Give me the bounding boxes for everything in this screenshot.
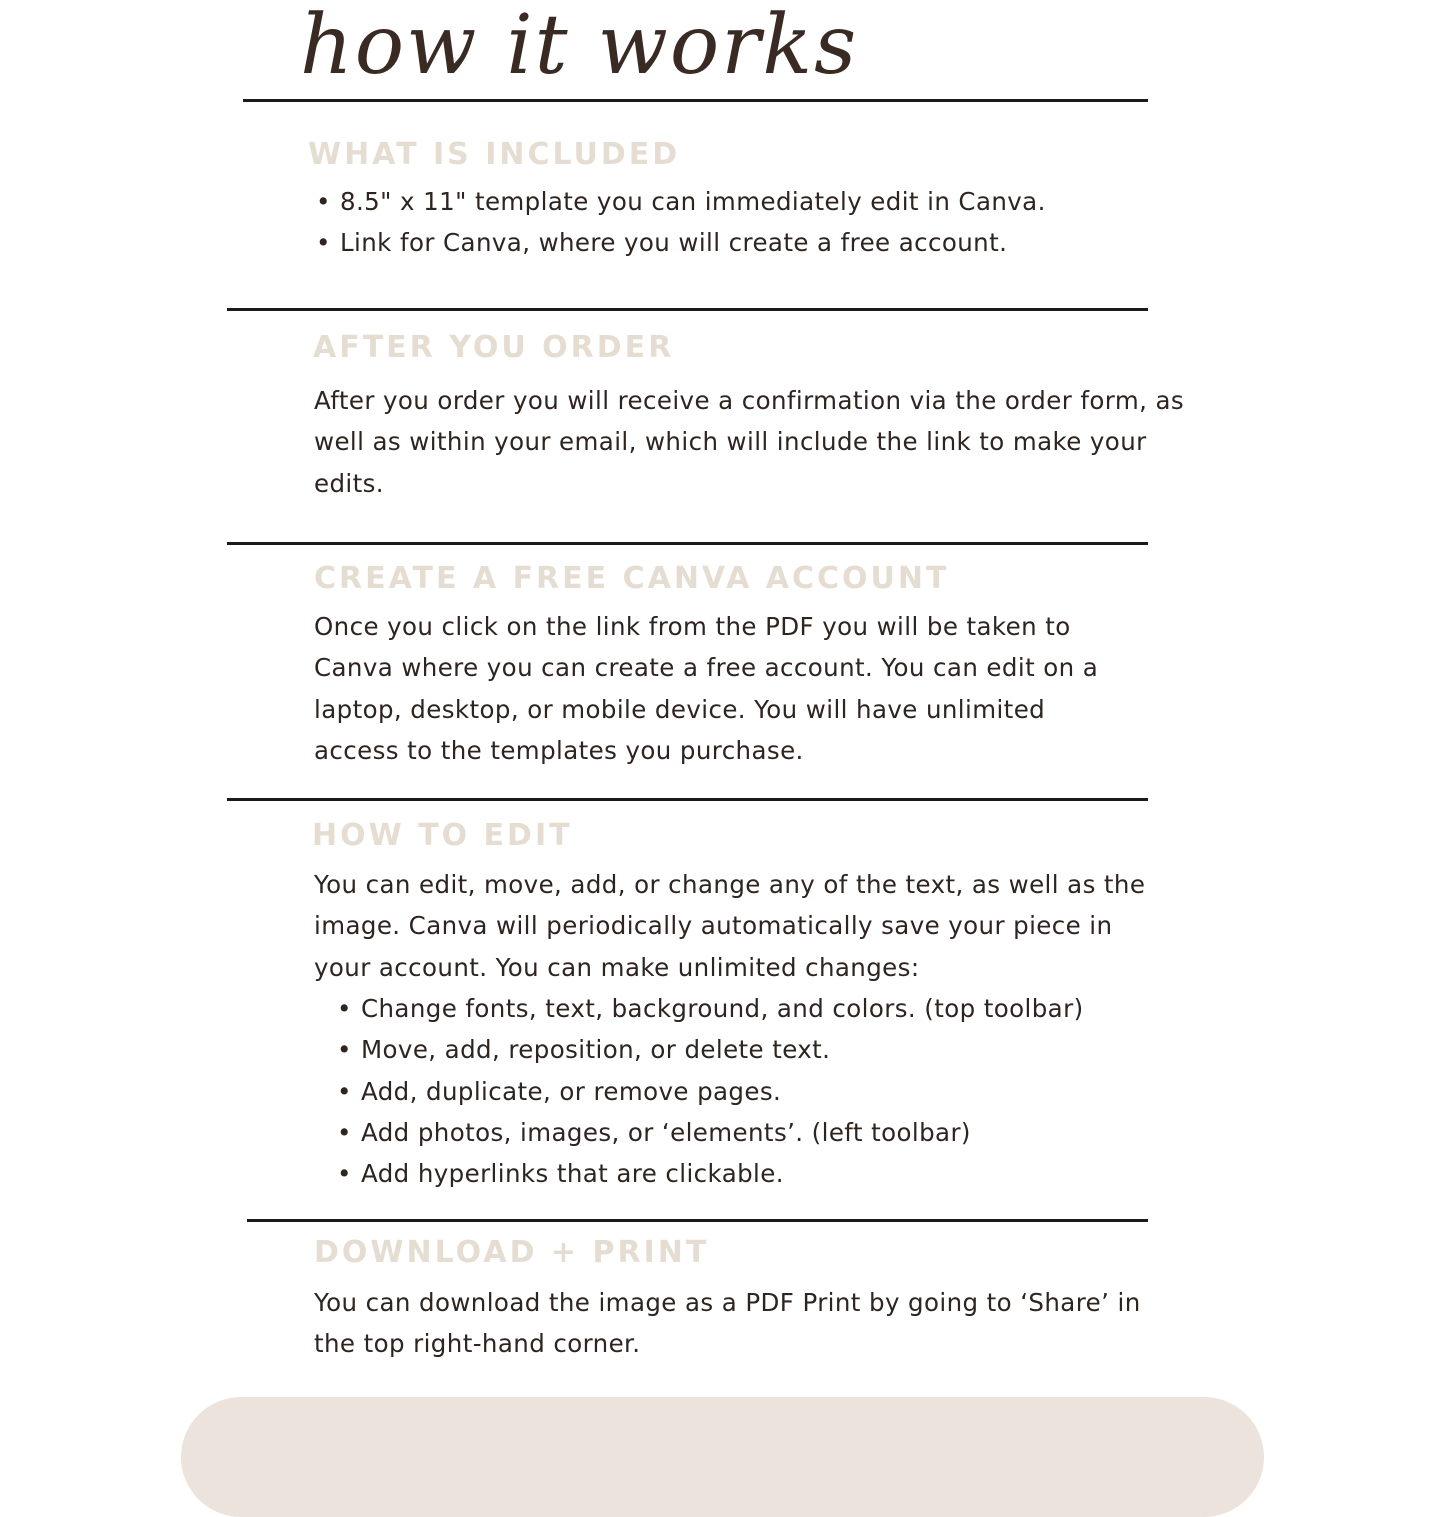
divider xyxy=(227,798,1148,801)
text-line: You can edit, move, add, or change any of the text, as well as the xyxy=(314,870,1146,899)
create-account-text xyxy=(314,606,1174,771)
list-item: • 8.5" x 11" template you can immediately edit in Canva. xyxy=(316,181,1046,222)
after-order-text xyxy=(314,380,1185,504)
footer-card xyxy=(181,1397,1264,1517)
list-item: • Move, add, reposition, or delete text. xyxy=(337,1029,1084,1070)
page-title: how it works xyxy=(300,0,859,93)
text-line: edits. xyxy=(314,468,384,498)
list-item: • Change fonts, text, background, and colors. (top toolbar) xyxy=(337,988,1084,1029)
text-line: Once you click on the link from the PDF you will be taken to xyxy=(314,612,1071,641)
text-line: your account. You can make unlimited changes: xyxy=(314,952,920,982)
text-line: image. Canva will periodically automatically save your piece in xyxy=(314,911,1113,941)
text-line: You can download the image as a PDF Print by going to ‘Share’ in xyxy=(314,1288,1141,1317)
divider xyxy=(227,308,1148,311)
text-line: well as within your email, which will include the link to make your xyxy=(314,427,1147,457)
text-line: laptop, desktop, or mobile device. You will have unlimited xyxy=(314,694,1046,724)
list-item: • Link for Canva, where you will create a free account. xyxy=(316,222,1046,263)
download-text xyxy=(314,1282,1174,1365)
text-line: access to the templates you purchase. xyxy=(314,735,804,765)
text-line: the top right-hand corner. xyxy=(314,1329,641,1359)
section-heading-included: WHAT IS INCLUDED xyxy=(308,137,681,172)
list-item: • Add, duplicate, or remove pages. xyxy=(337,1071,1084,1112)
section-heading-create-account: CREATE A FREE CANVA ACCOUNT xyxy=(314,561,950,596)
section-heading-how-to-edit: HOW TO EDIT xyxy=(312,818,573,853)
included-list xyxy=(316,181,1046,264)
list-item: • Add hyperlinks that are clickable. xyxy=(337,1153,1084,1194)
text-line: Canva where you can create a free account. You can edit on a xyxy=(314,653,1099,683)
section-heading-after-order: AFTER YOU ORDER xyxy=(313,330,675,365)
text-line: After you order you will receive a confirmation via the order form, as xyxy=(314,386,1185,415)
list-item: • Add photos, images, or ‘elements’. (left toolbar) xyxy=(337,1112,1084,1153)
how-to-edit-text xyxy=(314,864,1174,988)
how-to-edit-list xyxy=(337,988,1084,1194)
divider xyxy=(227,542,1148,545)
divider xyxy=(247,1219,1148,1222)
section-heading-download: DOWNLOAD + PRINT xyxy=(314,1235,710,1270)
divider xyxy=(243,99,1148,102)
